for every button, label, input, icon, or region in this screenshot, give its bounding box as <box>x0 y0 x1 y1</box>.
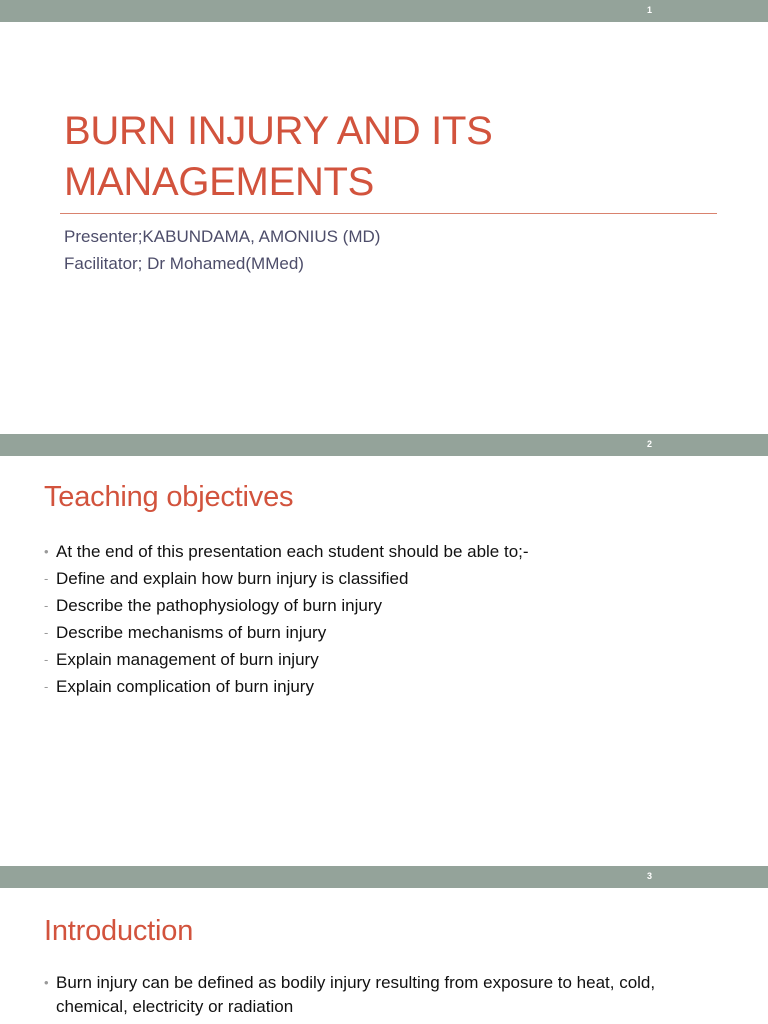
slide-header-bar <box>0 866 768 888</box>
slide-header-bar <box>0 434 768 456</box>
bullet-marker: • <box>44 975 49 990</box>
slide-number: 3 <box>646 871 652 881</box>
list-item <box>44 538 529 565</box>
slide-number: 1 <box>646 5 652 15</box>
slide-header-bar <box>0 0 768 22</box>
bullet-marker: • <box>44 544 49 559</box>
list-item-text: Explain complication of burn injury <box>56 677 314 696</box>
bullet-marker: - <box>44 652 49 667</box>
presenter-line: Presenter;KABUNDAMA, AMONIUS (MD) <box>64 227 381 246</box>
objectives-list <box>44 538 529 700</box>
list-item-text: Describe the pathophysiology of burn injury <box>56 596 383 615</box>
slide-heading: Introduction <box>44 915 194 947</box>
introduction-list <box>44 971 724 1019</box>
slide-number: 2 <box>646 439 652 449</box>
slide-1 <box>0 0 768 434</box>
bullet-marker: - <box>44 571 49 586</box>
list-item <box>44 971 724 1019</box>
slide-3 <box>0 866 768 1024</box>
list-item <box>44 673 529 700</box>
list-item <box>44 619 529 646</box>
bullet-marker: - <box>44 625 49 640</box>
list-item <box>44 592 529 619</box>
list-item <box>44 565 529 592</box>
list-item-text: Explain management of burn injury <box>56 650 319 669</box>
list-item-text: Burn injury can be defined as bodily injury resulting from exposure to heat, cold, chemical, electricity or radiation <box>56 973 656 1016</box>
presentation-title: BURN INJURY AND ITS MANAGEMENTS <box>64 109 493 204</box>
bullet-marker: - <box>44 679 49 694</box>
facilitator-line: Facilitator; Dr Mohamed(MMed) <box>64 254 304 273</box>
title-divider <box>60 213 717 214</box>
list-item <box>44 646 529 673</box>
slide-2 <box>0 434 768 866</box>
bullet-marker: - <box>44 598 49 613</box>
list-item-text: Define and explain how burn injury is classified <box>56 569 409 588</box>
slide-heading: Teaching objectives <box>44 481 294 513</box>
list-item-text: At the end of this presentation each student should be able to;- <box>56 542 529 561</box>
list-item-text: Describe mechanisms of burn injury <box>56 623 327 642</box>
